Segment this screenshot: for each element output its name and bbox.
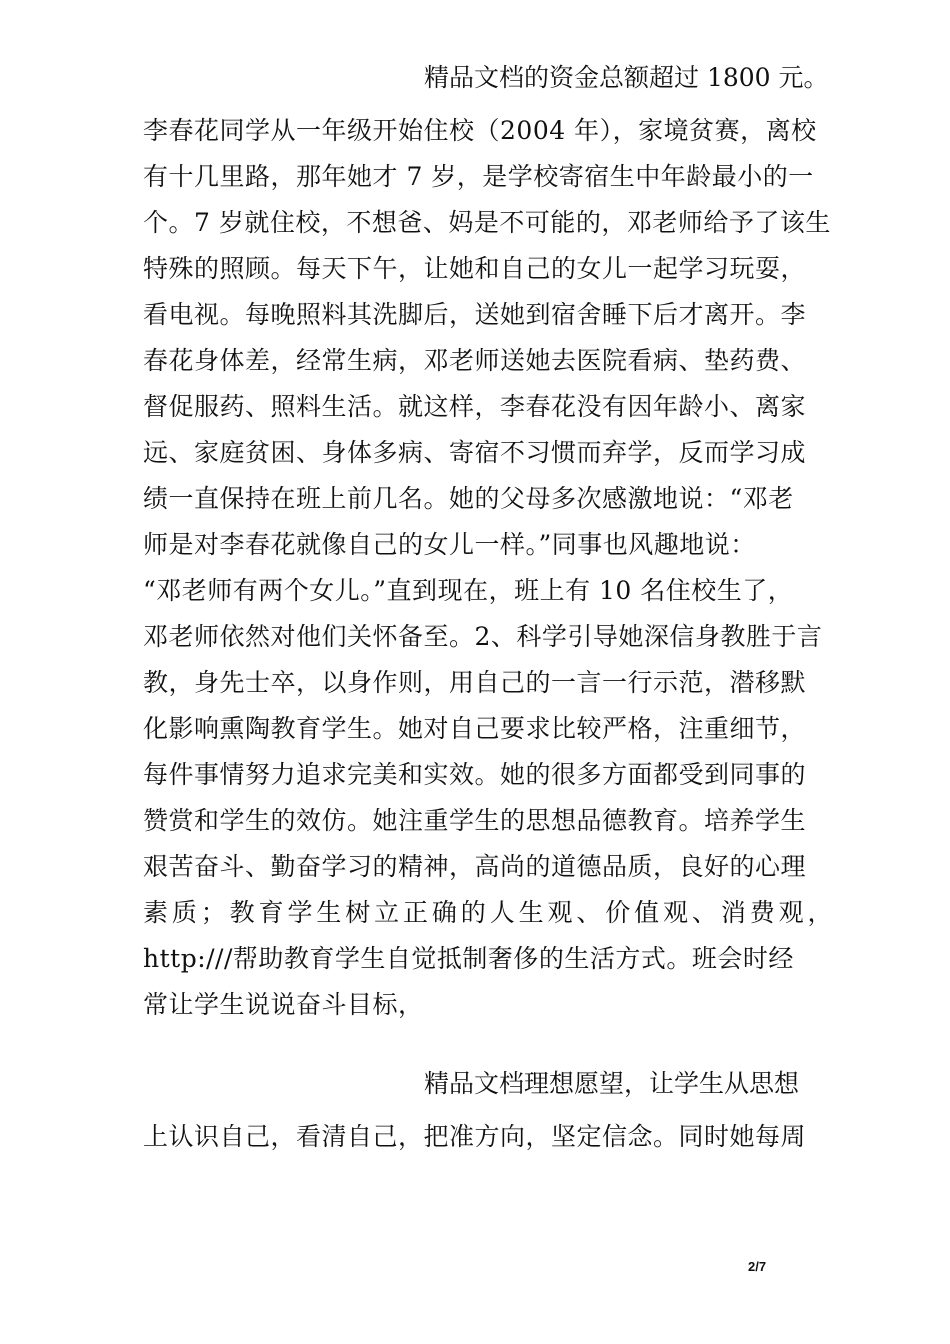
body-line-8: 远、家庭贫困、身体多病、寄宿不习惯而弃学，反而学习成 [143, 438, 807, 467]
body-line-18: 素质；教育学生树立正确的人生观、价值观、消费观， [143, 898, 833, 927]
page-number: 2/7 [748, 1259, 767, 1274]
body-line-20: 常让学生说说奋斗目标， [143, 990, 424, 1019]
header-text-bottom: 精品文档理想愿望，让学生从思想 [424, 1069, 800, 1098]
body-line-11: “邓老师有两个女儿。”直到现在，班上有 10 名住校生了， [143, 576, 794, 605]
body-line-19: http:///帮助教育学生自觉抵制奢侈的生活方式。班会时经 [143, 944, 794, 973]
body-line-14: 化影响熏陶教育学生。她对自己要求比较严格，注重细节， [143, 714, 807, 743]
body-line-last: 上认识自己，看清自己，把准方向，坚定信念。同时她每周 [143, 1122, 807, 1151]
body-line-17: 艰苦奋斗、勤奋学习的精神，高尚的道德品质，良好的心理 [143, 852, 807, 881]
body-line-10: 师是对李春花就像自己的女儿一样。”同事也风趣地说： [143, 530, 756, 559]
body-line-9: 绩一直保持在班上前几名。她的父母多次感激地说：“邓老 [143, 484, 794, 513]
body-line-1: 李春花同学从一年级开始住校（2004 年），家境贫赛，离校 [143, 116, 817, 145]
body-line-12: 邓老师依然对他们关怀备至。2、科学引导她深信身教胜于言 [143, 622, 823, 651]
body-line-2: 有十几里路，那年她才 7 岁，是学校寄宿生中年龄最小的一 [143, 162, 814, 191]
body-line-15: 每件事情努力追求完美和实效。她的很多方面都受到同事的 [143, 760, 807, 789]
header-text-top: 精品文档的资金总额超过 1800 元。 [424, 63, 829, 92]
body-line-7: 督促服药、照料生活。就这样，李春花没有因年龄小、离家 [143, 392, 807, 421]
body-line-13: 教，身先士卒，以身作则，用自己的一言一行示范，潜移默 [143, 668, 807, 697]
body-line-4: 特殊的照顾。每天下午，让她和自己的女儿一起学习玩耍， [143, 254, 807, 283]
body-line-5: 看电视。每晚照料其洗脚后，送她到宿舍睡下后才离开。李 [143, 300, 807, 329]
body-line-3: 个。7 岁就住校，不想爸、妈是不可能的，邓老师给予了该生 [143, 208, 831, 237]
body-line-16: 赞赏和学生的效仿。她注重学生的思想品德教育。培养学生 [143, 806, 807, 835]
body-line-6: 春花身体差，经常生病，邓老师送她去医院看病、垫药费、 [143, 346, 807, 375]
